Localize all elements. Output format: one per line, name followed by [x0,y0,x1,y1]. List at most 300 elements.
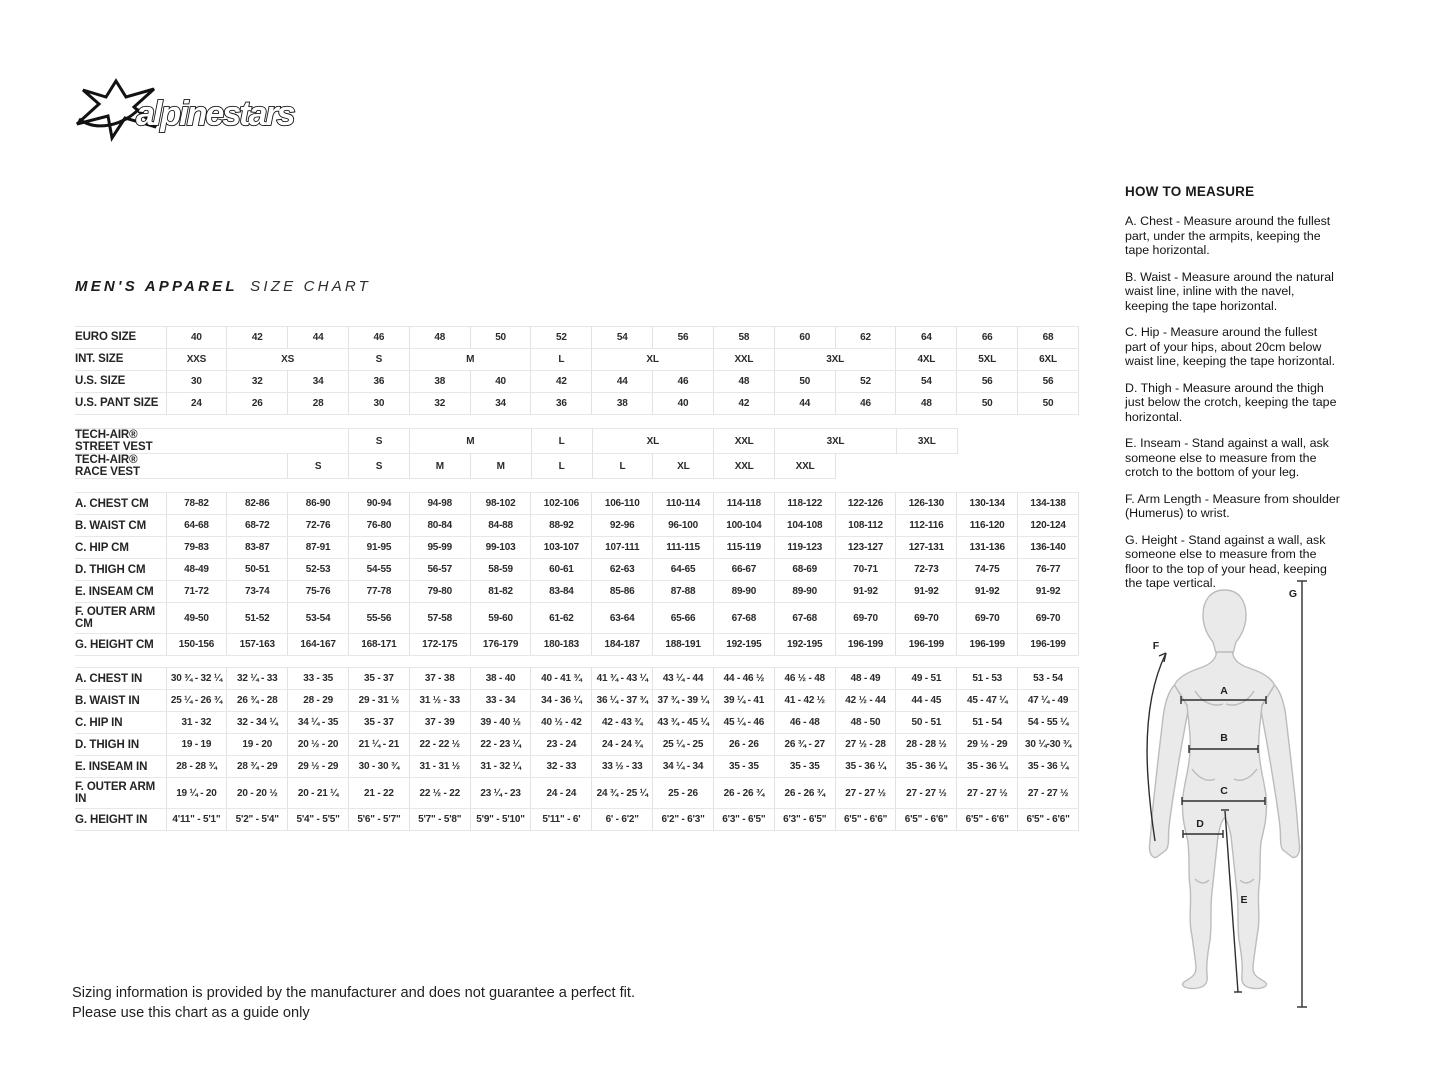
value-cell: 95-99 [409,537,470,559]
value-cell: 55-56 [348,603,409,634]
value-cell: 58 [713,327,774,349]
value-cell: 42 [227,327,288,349]
value-cell: 35 - 37 [348,712,409,734]
value-cell: 103-107 [531,537,592,559]
value-cell: 26 [227,393,288,415]
value-cell: 50 [470,327,531,349]
value-cell: 6' - 6'2" [592,809,653,831]
value-cell: 39 - 40 ½ [470,712,531,734]
value-cell: 122-126 [835,493,896,515]
value-cell: 116-120 [957,515,1018,537]
value-cell: 68-72 [227,515,288,537]
value-cell: 118-122 [774,493,835,515]
value-cell: 54 [592,327,653,349]
value-cell: 69-70 [957,603,1018,634]
value-cell: 92-96 [592,515,653,537]
value-cell: 40 ½ - 42 [531,712,592,734]
value-cell: 54-55 [348,559,409,581]
value-cell: 46 ½ - 48 [774,668,835,690]
table-row [75,515,1079,537]
thigh-label: D [1196,818,1204,830]
value-cell: 50 [774,371,835,393]
table-row [75,559,1079,581]
value-cell: 44 - 46 ½ [713,668,774,690]
table-row [75,454,1079,479]
value-cell: 102-106 [531,493,592,515]
value-cell: 19 - 20 [227,734,288,756]
table-row [75,712,1079,734]
row-label: B. WAIST CM [75,515,166,537]
value-cell: 61-62 [531,603,592,634]
value-cell: M [409,454,470,479]
value-cell: 50-51 [227,559,288,581]
value-cell: 32 [227,371,288,393]
value-cell: 99-103 [470,537,531,559]
measurement-figure [1143,573,1318,1013]
value-cell: 48 - 50 [835,712,896,734]
value-cell: 46 [835,393,896,415]
value-cell: 3XL [774,349,896,371]
inseam-label: E [1240,894,1248,906]
value-cell: 38 - 40 [470,668,531,690]
table-row [75,634,1079,656]
value-cell: 136-140 [1018,537,1079,559]
value-cell: 52 [835,371,896,393]
chest-label: A [1220,685,1228,697]
value-cell: S [349,429,410,454]
value-cell: 20 ½ - 20 [288,734,349,756]
value-cell: 50 [957,393,1018,415]
value-cell: 25 - 26 [653,778,714,809]
figure-head [1203,590,1246,658]
value-cell: 96-100 [653,515,714,537]
value-cell: 29 - 31 ½ [348,690,409,712]
value-cell: 115-119 [713,537,774,559]
measure-instruction: A. Chest - Measure around the fullest part, under the armpits, keeping the tape horizontal. [1125,214,1331,257]
value-cell: 74-75 [957,559,1018,581]
value-cell: 52 [531,327,592,349]
value-cell: 119-123 [774,537,835,559]
height-label: G [1288,588,1298,600]
value-cell: 20 - 21 ¼ [288,778,349,809]
value-cell: 5'4" - 5'5" [288,809,349,831]
value-cell: 21 ¼ - 21 [348,734,409,756]
body-figure-svg [1143,573,1318,1013]
value-cell: 176-179 [470,634,531,656]
measure-instruction: B. Waist - Measure around the natural waist line, inline with the navel, keeping the tape horizontal. [1125,269,1334,313]
value-cell: 42 ½ - 44 [835,690,896,712]
value-cell: 44 [774,393,835,415]
value-cell: XXL [713,349,774,371]
value-cell: 108-112 [835,515,896,537]
value-cell: 44 - 45 [896,690,957,712]
value-cell: 33 ½ - 33 [592,756,653,778]
value-cell: 68-69 [774,559,835,581]
measure-instruction: C. Hip - Measure around the fullest part of your hips, about 20cm below waist line, keeping the tape horizontal. [1125,325,1336,368]
how-to-measure-panel [1125,184,1341,603]
table-row [75,349,1079,371]
value-cell: 32 - 34 ¼ [227,712,288,734]
value-cell: 72-76 [288,515,349,537]
value-cell: 3XL [775,429,897,454]
value-cell: 48-49 [166,559,227,581]
value-cell: 89-90 [713,581,774,603]
value-cell: 98-102 [470,493,531,515]
table-row [75,393,1079,415]
value-cell: 30 ¾ - 32 ¼ [166,668,227,690]
blank-cell [166,454,227,479]
value-cell: 6'3" - 6'5" [713,809,774,831]
value-cell: 107-111 [592,537,653,559]
table-row [75,809,1079,831]
value-cell: 23 ¼ - 23 [470,778,531,809]
measure-instruction: D. Thigh - Measure around the thigh just below the crotch, keeping the tape horizontal. [1125,380,1337,424]
value-cell: 54 [896,371,957,393]
table-row [75,327,1079,349]
value-cell: 51 - 54 [957,712,1018,734]
value-cell: 79-83 [166,537,227,559]
value-cell: 82-86 [227,493,288,515]
value-cell: 34 - 36 ¼ [531,690,592,712]
value-cell: 30 [348,393,409,415]
value-cell: 31 - 31 ½ [409,756,470,778]
value-cell: 111-115 [653,537,714,559]
value-cell: 60-61 [531,559,592,581]
value-cell: 34 [288,371,349,393]
value-cell: 91-95 [348,537,409,559]
value-cell: 22 - 23 ¼ [470,734,531,756]
value-cell: 41 ¾ - 43 ¼ [592,668,653,690]
value-cell: 36 [348,371,409,393]
row-label: C. HIP IN [75,712,166,734]
row-label: F. OUTER ARM IN [75,778,166,809]
disclaimer [72,984,635,1023]
value-cell: 40 [166,327,227,349]
value-cell: 38 [592,393,653,415]
value-cell: 80-84 [409,515,470,537]
value-cell: 26 - 26 ¾ [774,778,835,809]
value-cell: 23 - 24 [531,734,592,756]
value-cell: 100-104 [713,515,774,537]
value-cell: 69-70 [1018,603,1079,634]
value-cell: 62 [835,327,896,349]
value-cell: 35 - 36 ¼ [896,756,957,778]
value-cell: 84-88 [470,515,531,537]
value-cell: 59-60 [470,603,531,634]
value-cell: 45 - 47 ¼ [957,690,1018,712]
value-cell: 86-90 [288,493,349,515]
value-cell: 58-59 [470,559,531,581]
value-cell: 34 ¼ - 35 [288,712,349,734]
value-cell: 83-84 [531,581,592,603]
measure-instruction: F. Arm Length - Measure from shoulder (Humerus) to wrist. [1125,491,1340,520]
value-cell: 90-94 [348,493,409,515]
value-cell: 3XL [896,429,957,454]
value-cell: 83-87 [227,537,288,559]
table-row [75,778,1079,809]
value-cell: 34 ¼ - 34 [653,756,714,778]
value-cell: 60 [774,327,835,349]
value-cell: 38 [409,371,470,393]
value-cell: 29 ½ - 29 [288,756,349,778]
value-cell: 64-68 [166,515,227,537]
value-cell: 63-64 [592,603,653,634]
value-cell: 47 ¼ - 49 [1018,690,1079,712]
value-cell: 188-191 [653,634,714,656]
value-cell: 35 - 36 ¼ [957,756,1018,778]
value-cell: 42 - 43 ¾ [592,712,653,734]
value-cell: 91-92 [835,581,896,603]
value-cell: 6'5" - 6'6" [835,809,896,831]
value-cell: 164-167 [288,634,349,656]
value-cell: 94-98 [409,493,470,515]
value-cell: 89-90 [774,581,835,603]
hip-label: C [1220,785,1228,797]
row-label: C. HIP CM [75,537,166,559]
row-label: B. WAIST IN [75,690,166,712]
value-cell: 35 - 35 [713,756,774,778]
measurements-in-table [75,667,1079,831]
value-cell: 196-199 [957,634,1018,656]
blank-cell [227,429,288,454]
value-cell: 48 [896,393,957,415]
value-cell: 40 [470,371,531,393]
row-label: U.S. PANT SIZE [75,393,166,415]
value-cell: 192-195 [713,634,774,656]
row-label: TECH-AIR® RACE VEST [75,454,166,479]
value-cell: 6'5" - 6'6" [896,809,957,831]
tech-air-vest-table [75,428,1079,479]
value-cell: 28 - 28 ½ [896,734,957,756]
value-cell: 28 [288,393,349,415]
value-cell: 31 - 32 [166,712,227,734]
waist-label: B [1220,732,1228,744]
value-cell: 24 - 24 [531,778,592,809]
alpinestars-logo-svg [70,78,340,142]
value-cell: 36 [531,393,592,415]
value-cell: 45 ¼ - 46 [713,712,774,734]
value-cell: 57-58 [409,603,470,634]
value-cell: 131-136 [957,537,1018,559]
value-cell: 56 [957,371,1018,393]
measurements-cm-table [75,492,1079,656]
value-cell: 73-74 [227,581,288,603]
value-cell: 32 ¼ - 33 [227,668,288,690]
value-cell: 65-66 [653,603,714,634]
value-cell: 91-92 [896,581,957,603]
value-cell: 5'11" - 6' [531,809,592,831]
value-cell: 196-199 [1018,634,1079,656]
value-cell: 22 - 22 ½ [409,734,470,756]
value-cell: 123-127 [835,537,896,559]
value-cell: 4'11" - 5'1" [166,809,227,831]
value-cell: 6'2" - 6'3" [653,809,714,831]
value-cell: L [531,349,592,371]
row-label: INT. SIZE [75,349,166,371]
row-label: A. CHEST CM [75,493,166,515]
value-cell: 67-68 [774,603,835,634]
value-cell: 6'5" - 6'6" [1018,809,1079,831]
value-cell: 6'5" - 6'6" [957,809,1018,831]
value-cell: 85-86 [592,581,653,603]
value-cell: 30 - 30 ¾ [348,756,409,778]
value-cell: 27 - 27 ½ [896,778,957,809]
value-cell: 50 - 51 [896,712,957,734]
table-row [75,493,1079,515]
value-cell: 5'6" - 5'7" [348,809,409,831]
value-cell: 67-68 [713,603,774,634]
value-cell: 88-92 [531,515,592,537]
measure-instruction: G. Height - Stand against a wall, ask someone else to measure from the floor to the top of your head, keeping the tape vertical. [1125,532,1327,590]
table-row [75,581,1079,603]
value-cell: 30 ¼-30 ¾ [1018,734,1079,756]
value-cell: 68 [1018,327,1079,349]
value-cell: XXL [714,454,775,479]
value-cell: 64 [896,327,957,349]
value-cell: S [348,349,409,371]
value-cell: 20 - 20 ½ [227,778,288,809]
value-cell: 75-76 [288,581,349,603]
value-cell: 150-156 [166,634,227,656]
value-cell: 35 - 37 [348,668,409,690]
value-cell: 126-130 [896,493,957,515]
table-row [75,668,1079,690]
value-cell: 77-78 [348,581,409,603]
row-label: A. CHEST IN [75,668,166,690]
value-cell: 46 - 48 [774,712,835,734]
value-cell: 71-72 [166,581,227,603]
value-cell: 5'7" - 5'8" [409,809,470,831]
value-cell: 24 [166,393,227,415]
table-row [75,429,1079,454]
value-cell: 37 ¾ - 39 ¼ [653,690,714,712]
value-cell: 168-171 [348,634,409,656]
value-cell: XL [653,454,714,479]
value-cell: 184-187 [592,634,653,656]
value-cell: 76-80 [348,515,409,537]
value-cell: L [592,454,653,479]
value-cell: 110-114 [653,493,714,515]
value-cell: 40 - 41 ¾ [531,668,592,690]
value-cell: L [531,429,592,454]
value-cell: 49 - 51 [896,668,957,690]
value-cell: 35 - 35 [774,756,835,778]
value-cell: 66 [957,327,1018,349]
value-cell: 196-199 [896,634,957,656]
value-cell: 31 ½ - 33 [409,690,470,712]
value-cell: 21 - 22 [348,778,409,809]
value-cell: 26 - 26 [713,734,774,756]
value-cell: 6XL [1018,349,1079,371]
value-cell: 48 - 49 [835,668,896,690]
page-title [75,278,371,296]
value-cell: 37 - 38 [409,668,470,690]
value-cell: 46 [653,371,714,393]
value-cell: 28 - 29 [288,690,349,712]
measure-instruction: E. Inseam - Stand against a wall, ask someone else to measure from the crotch to the bottom of your leg. [1125,436,1329,479]
value-cell: 26 ¾ - 28 [227,690,288,712]
value-cell: 28 - 28 ¾ [166,756,227,778]
height-measure-line [1297,581,1307,1007]
row-label: D. THIGH IN [75,734,166,756]
value-cell: 44 [288,327,349,349]
table-row [75,371,1079,393]
value-cell: 172-175 [409,634,470,656]
brand-logo [70,78,340,142]
value-cell: 40 [653,393,714,415]
table-row [75,734,1079,756]
value-cell: 33 - 34 [470,690,531,712]
value-cell: 6'3" - 6'5" [774,809,835,831]
value-cell: 29 ½ - 29 [957,734,1018,756]
blank-cell [288,429,349,454]
value-cell: 56-57 [409,559,470,581]
value-cell: 196-199 [835,634,896,656]
value-cell: 28 ¾ - 29 [227,756,288,778]
row-label: E. INSEAM CM [75,581,166,603]
value-cell: XL [592,349,714,371]
value-cell: 78-82 [166,493,227,515]
value-cell: 42 [713,393,774,415]
value-cell: 157-163 [227,634,288,656]
figure-torso-legs [1175,652,1275,989]
value-cell: 25 ¼ - 25 [653,734,714,756]
value-cell: 19 - 19 [166,734,227,756]
value-cell: 127-131 [896,537,957,559]
value-cell: 35 - 36 ¼ [835,756,896,778]
value-cell: 79-80 [409,581,470,603]
value-cell: 24 ¾ - 25 ¼ [592,778,653,809]
figure-right-arm [1261,685,1299,857]
value-cell: 91-92 [957,581,1018,603]
row-label: F. OUTER ARM CM [75,603,166,634]
value-cell: 32 - 33 [531,756,592,778]
value-cell: 5XL [957,349,1018,371]
value-cell: 27 - 27 ½ [957,778,1018,809]
value-cell: 42 [531,371,592,393]
value-cell: 37 - 39 [409,712,470,734]
value-cell: 30 [166,371,227,393]
disclaimer-line-1: Sizing information is provided by the manufacturer and does not guarantee a perfect fit. [72,985,635,1001]
value-cell: M [409,349,531,371]
value-cell: 192-195 [774,634,835,656]
value-cell: 130-134 [957,493,1018,515]
value-cell: 4XL [896,349,957,371]
row-label: E. INSEAM IN [75,756,166,778]
value-cell: 26 - 26 ¾ [713,778,774,809]
value-cell: 76-77 [1018,559,1079,581]
value-cell: 114-118 [713,493,774,515]
disclaimer-line-2: Please use this chart as a guide only [72,1004,310,1021]
sizes-table [75,326,1079,415]
blank-cell [166,429,227,454]
figure-left-arm [1149,685,1187,857]
table-row [75,756,1079,778]
table-row [75,603,1079,634]
value-cell: S [288,454,349,479]
value-cell: 33 - 35 [288,668,349,690]
value-cell: 72-73 [896,559,957,581]
value-cell: 49-50 [166,603,227,634]
value-cell: 50 [1018,393,1079,415]
row-label: EURO SIZE [75,327,166,349]
table-row [75,690,1079,712]
value-cell: 120-124 [1018,515,1079,537]
row-label: G. HEIGHT CM [75,634,166,656]
value-cell: 51 - 53 [957,668,1018,690]
value-cell: 134-138 [1018,493,1079,515]
value-cell: M [409,429,531,454]
